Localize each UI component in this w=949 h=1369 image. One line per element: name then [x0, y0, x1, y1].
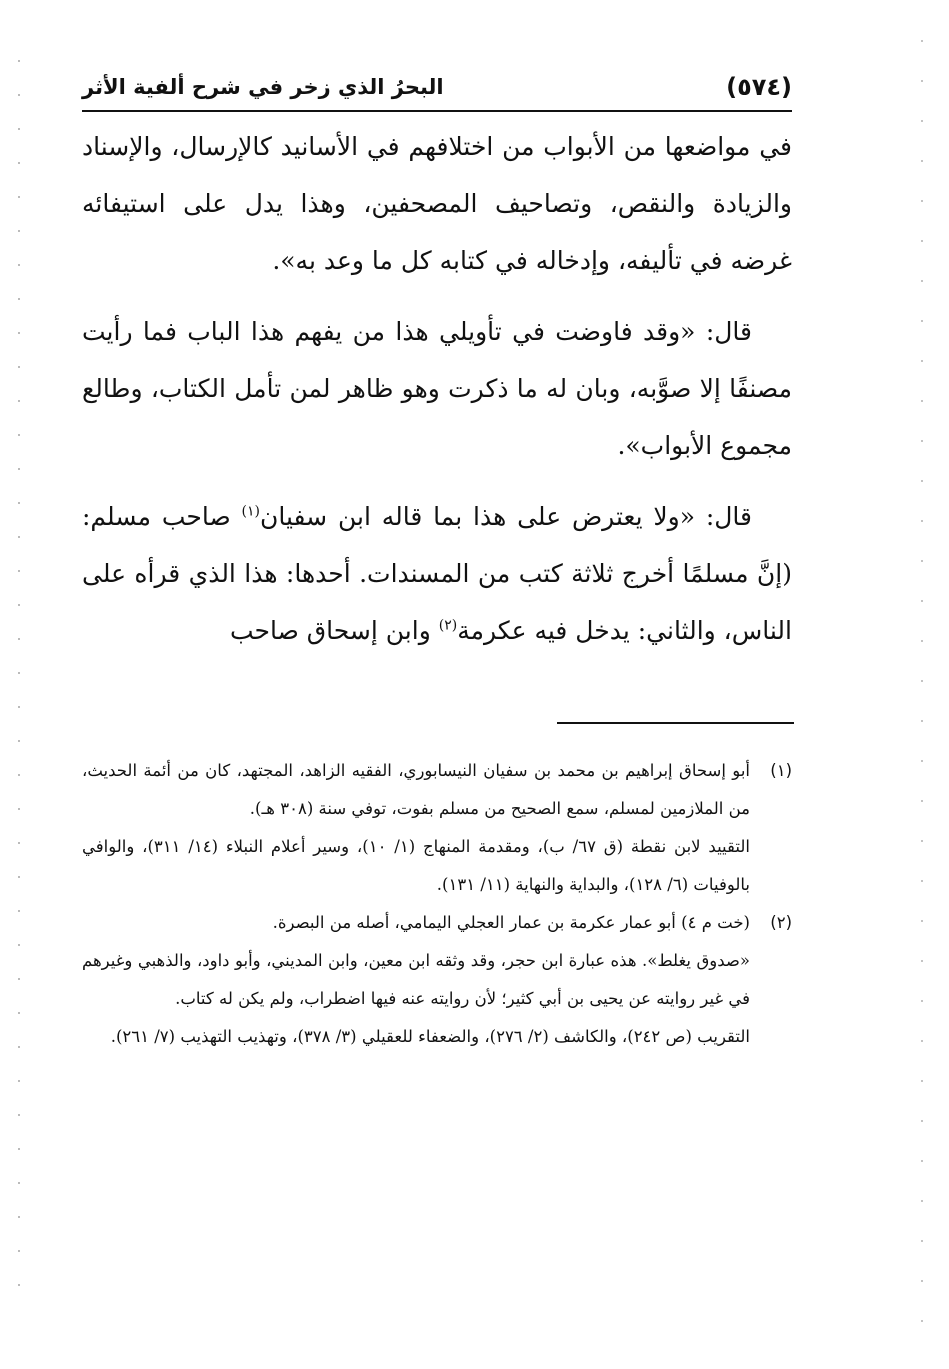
footnotes — [82, 752, 792, 1056]
footnote-separator — [557, 722, 794, 724]
paragraph — [82, 488, 792, 659]
paragraph-text: قال: «وقد فاوضت في تأويلي هذا من يفهم هذا الباب فما رأيت مصنفًا إلا صوَّبه، وبان له ما ذكرت وهو ظاهر لمن تأمل الكتاب، وطالع مجموع الأبواب». — [82, 317, 792, 460]
footnote-marker: (٢) — [770, 913, 792, 932]
footnote-text: «صدوق يغلط». هذه عبارة ابن حجر، وقد وثقه ابن معين، وابن المديني، وأبو داود، والذهبي وغيرهم في غير روايته عن يحيى بن أبي كثير؛ لأن روايته عنه فيها اضطراب، ولم يكن له كتاب. — [82, 951, 750, 1008]
footnote — [82, 752, 792, 904]
footnote-text: (خت م ٤) أبو عمار عكرمة بن عمار العجلي اليمامي، أصله من البصرة. — [272, 913, 750, 932]
running-title: البحرُ الذي زخر في شرح ألفية الأثر — [82, 75, 444, 99]
paragraph-text: قال: «ولا يعترض على هذا بما قاله ابن سفيان — [260, 502, 752, 531]
scan-margin-dots — [921, 40, 923, 1340]
main-text — [82, 118, 792, 659]
paragraph — [82, 303, 792, 474]
page-number: (٥٧٤) — [726, 73, 792, 101]
paragraph-text: صاحب مسلم: (إنَّ مسلمًا أخرج ثلاثة كتب من المسندات. أحدها: هذا الذي قرأه على الناس، والثاني: يدخل فيه عكرمة — [82, 502, 792, 645]
page-header — [82, 64, 792, 112]
footnote-text: التقييد لابن نقطة (ق ٦٧/ ب)، ومقدمة المنهاج (١/ ١٠)، وسير أعلام النبلاء (١٤/ ٣١١)، والوافي بالوفيات (٦/ ١٢٨)، والبداية والنهاية (١١/ ١٣١). — [82, 837, 750, 894]
footnote-marker: (١) — [770, 761, 792, 780]
footnote-text: أبو إسحاق إبراهيم بن محمد بن سفيان النيسابوري، الفقيه الزاهد، المجتهد، كان من أئمة الحديث، من الملازمين لمسلم، سمع الصحيح من مسلم بفوت، توفي سنة (٣٠٨ هـ). — [82, 761, 750, 818]
paragraph: في مواضعها من الأبواب من اختلافهم في الأسانيد كالإرسال، والإسناد والزيادة والنقص، وتصاحيف المصحفين، وهذا يدل على استيفائه غرضه في تأليفه، وإدخاله في كتابه كل ما وعد به». — [82, 132, 792, 275]
footnote-text: التقريب (ص ٢٤٢)، والكاشف (٢/ ٢٧٦)، والضعفاء للعقيلي (٣/ ٣٧٨)، وتهذيب التهذيب (٧/ ٢٦١). — [110, 1027, 750, 1046]
footnote-reference[interactable]: (٢) — [438, 617, 458, 634]
paragraph-text: وابن إسحاق صاحب — [229, 616, 439, 645]
scan-margin-dots — [18, 60, 20, 1310]
footnote — [82, 904, 792, 1056]
footnote-reference[interactable]: (١) — [241, 503, 261, 520]
